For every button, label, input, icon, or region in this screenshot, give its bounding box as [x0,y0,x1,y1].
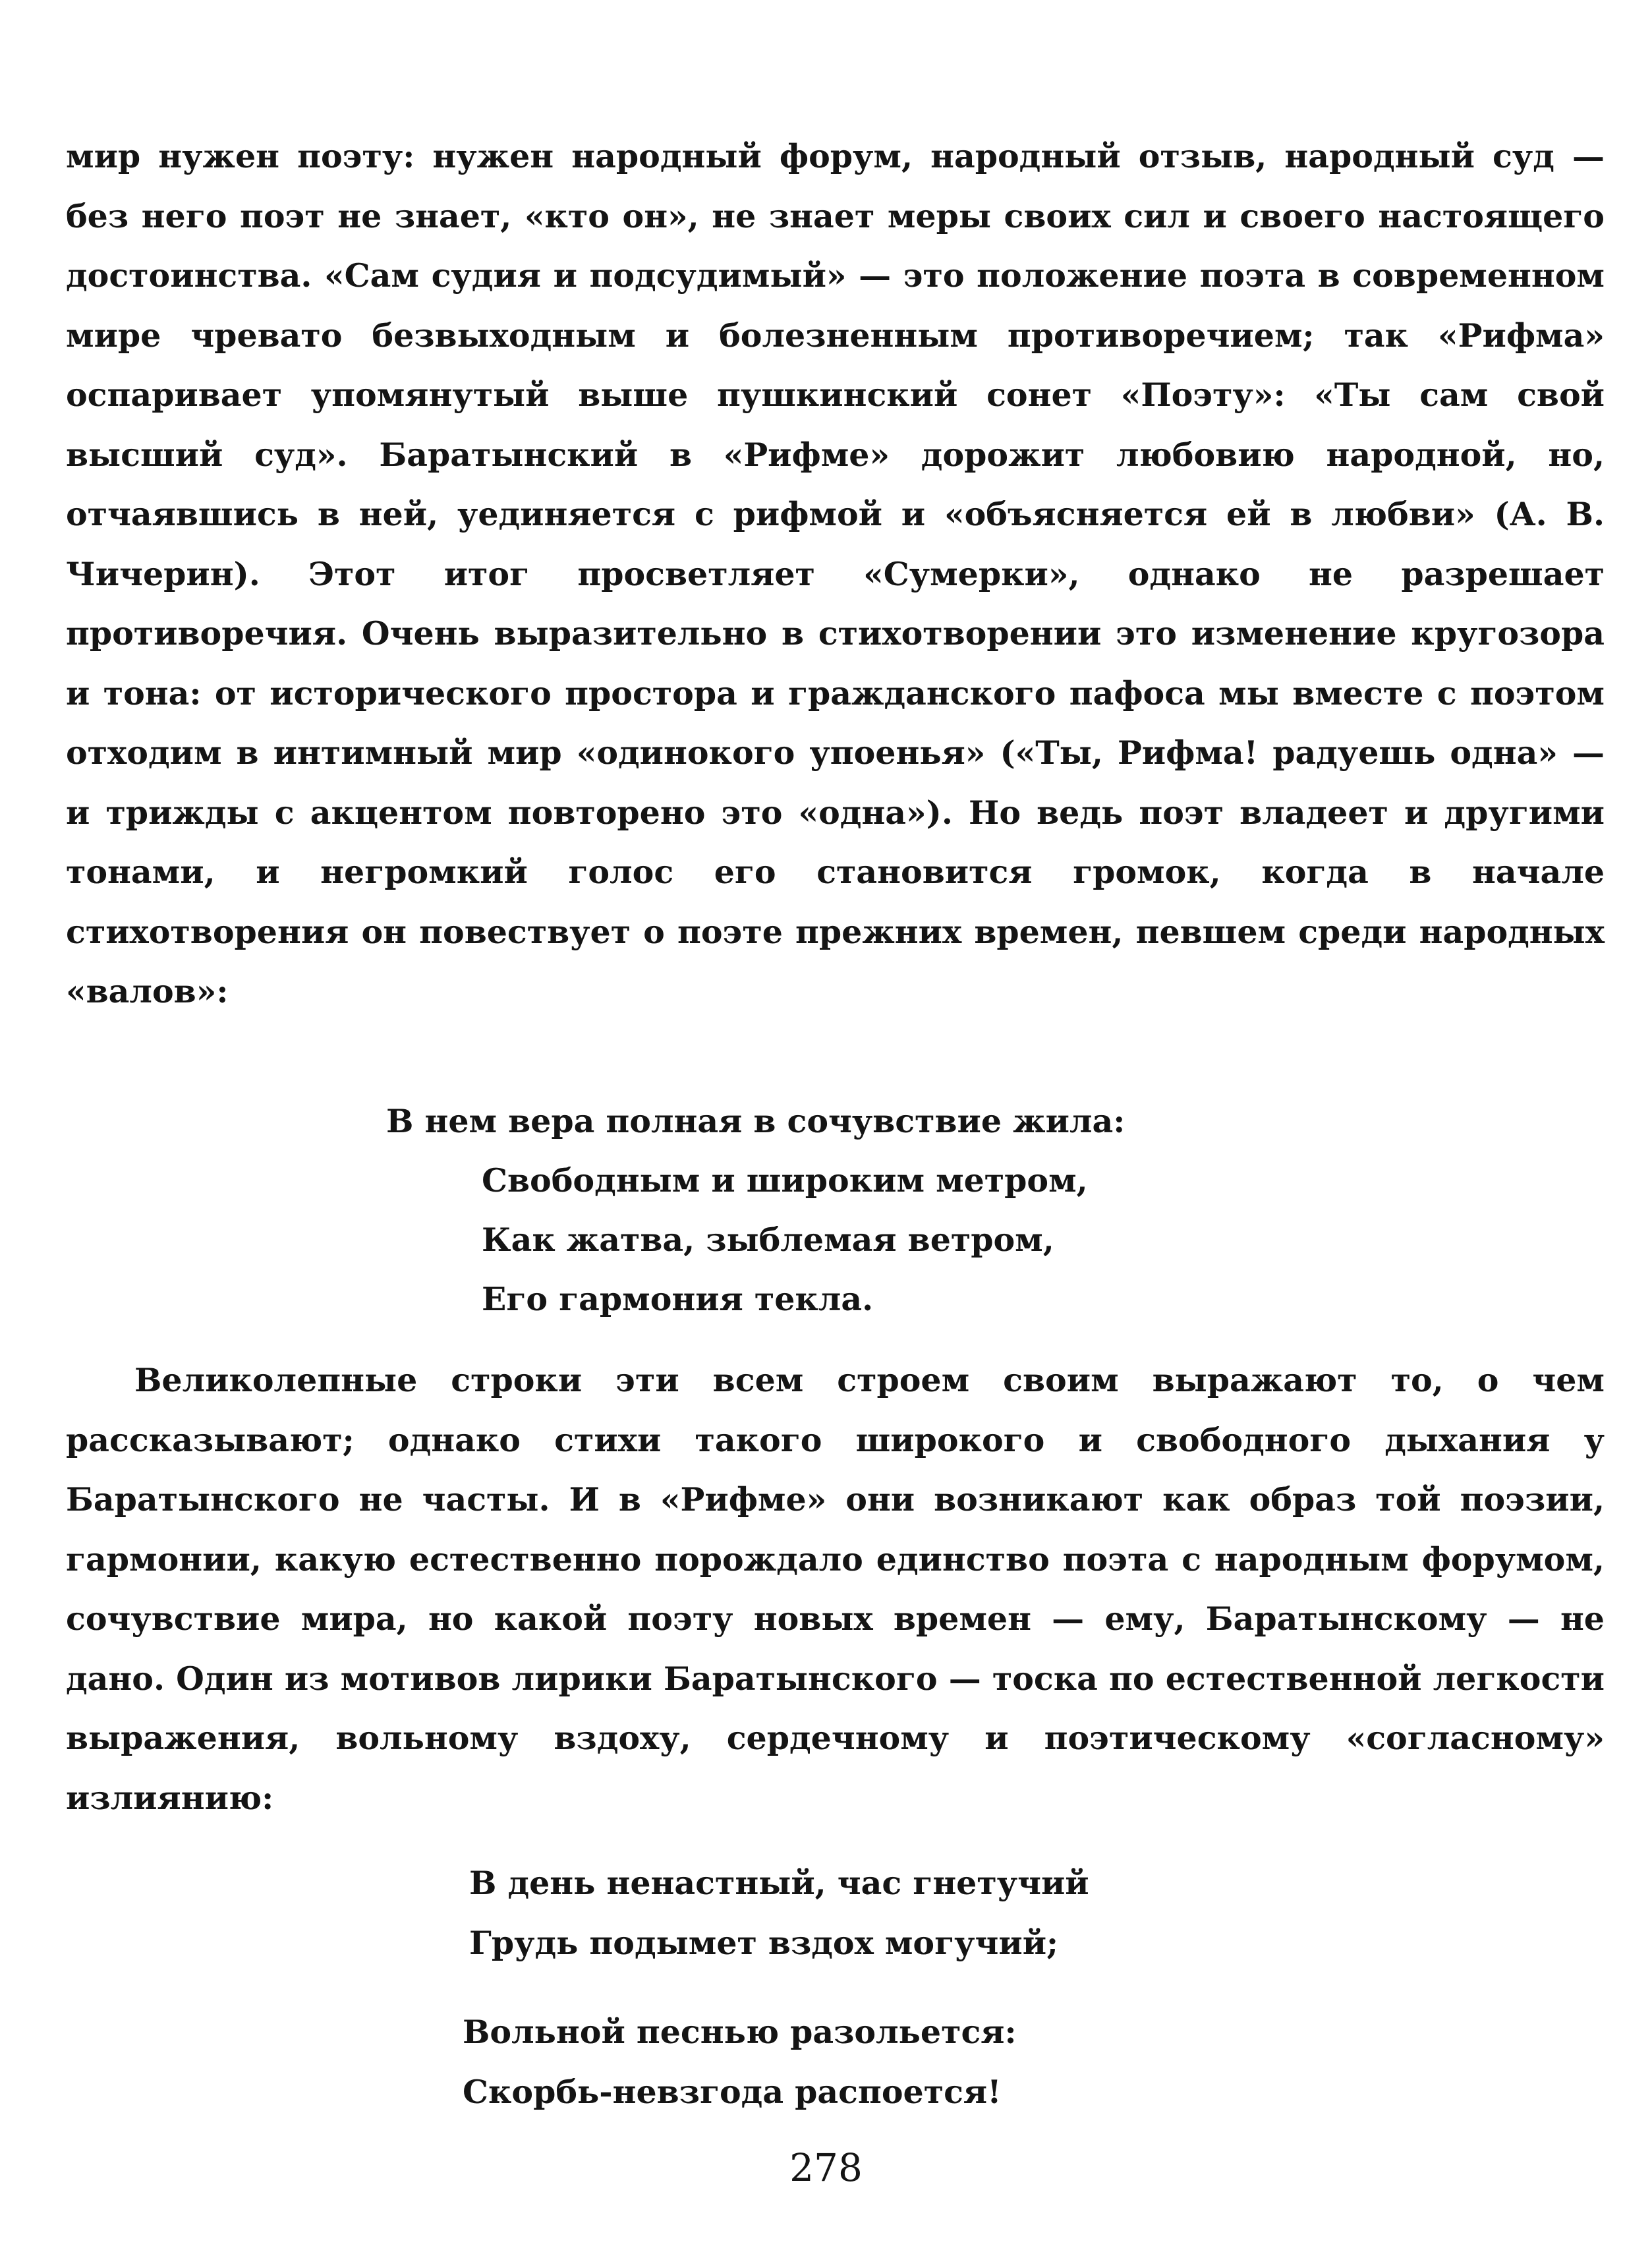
body-paragraph: мир нужен поэту: нужен народный форум, народный отзыв, народный суд — без него поэт не знает, «кто он», не знает меры своих сил и своего настоящего достоинства. «Сам судия и подсудимый» — это положение поэта в современном мире чревато безвыходным и болезненным противоречием; так «Рифма» оспаривает упомянутый выше пушкинский сонет «Поэту»: «Ты сам свой высший суд». Баратынский в «Рифме» дорожит любовию народной, но, отчаявшись в ней, уединяется с рифмой и «объясняется ей в любви» (А. В. Чичерин). Этот итог просветляет «Сумерки», однако не разрешает противоречия. Очень выразительно в стихотворении это изменение кругозора и тона: от исторического простора и гражданского пафоса мы вместе с поэтом отходим в интимный мир «одинокого упоенья» («Ты, Рифма! радуешь одна» — и трижды с акцентом повторено это «одна»). Но ведь поэт владеет и другими тонами, и негромкий голос его становится громок, когда в начале стихотворения он повествует о поэте прежних времен, певшем среди народных «валов»: [66,137,1605,1010]
poem-line: Как жатва, зыблемая ветром, [482,1221,1054,1259]
poem-line: Грудь подымет вздох могучий; [469,1924,1059,1962]
body-paragraph: Великолепные строки эти всем строем своим выражают то, о чем рассказывают; однако стихи такого широкого и свободного дыхания у Баратынского не часты. И в «Рифме» они возникают как образ той поэзии, гармонии, какую естественно порождало единство поэта с народным форумом, сочувствие мира, но какой поэту новых времен — ему, Баратынскому — не дано. Один из мотивов лирики Баратынского — тоска по естественной легкости выражения, вольному вздоху, сердечному и поэтическому «согласному» излиянию: [66,1361,1605,1817]
poem-line: В нем вера полная в сочувствие жила: [386,1102,1125,1140]
page-number: 278 [789,2145,863,2190]
poem-excerpt [386,1091,1125,1329]
poem-line: В день ненастный, час гнетучий [469,1864,1089,1902]
poem-stanza [463,2002,1017,2122]
poem-line: Его гармония текла. [482,1280,874,1318]
poem-line: Скорбь-невзгода распоется! [463,2073,1002,2111]
poem-stanza [469,1853,1089,1973]
poem-line: Вольной песнью разольется: [463,2013,1017,2051]
poem-line: Свободным и широким метром, [482,1161,1088,1200]
